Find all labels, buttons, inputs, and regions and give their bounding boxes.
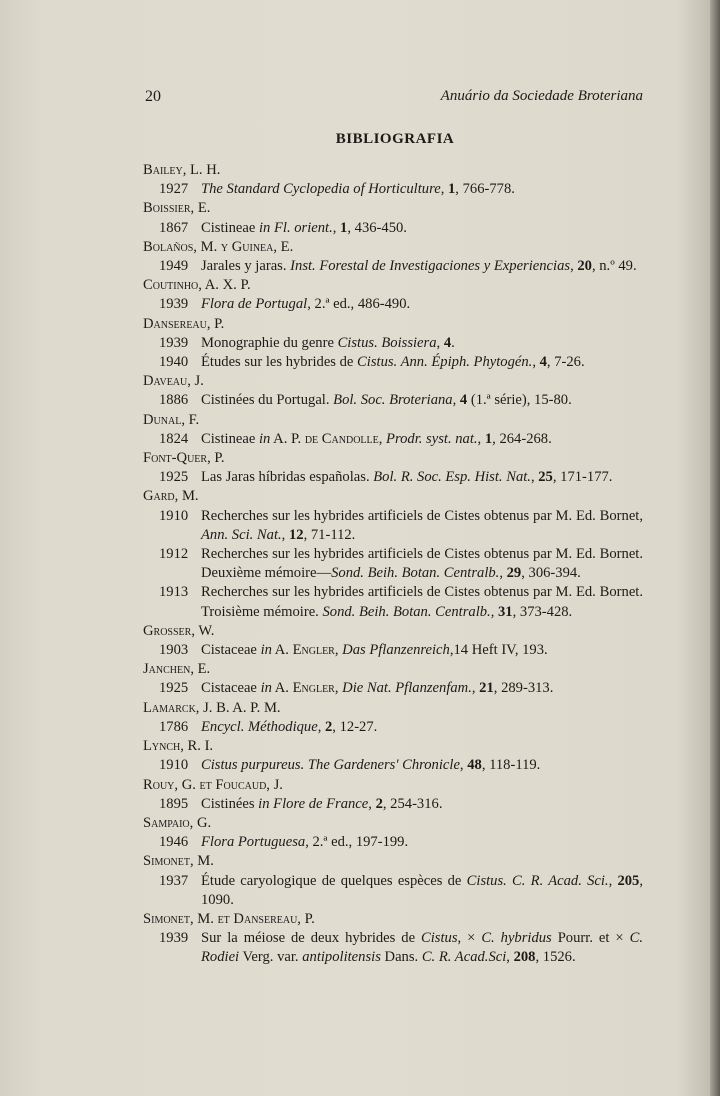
reference-fragment: Encycl. Méthodique [201, 718, 318, 735]
bibliography-author: Sampaio, G. [143, 814, 212, 831]
reference-fragment: Cistaceae [201, 642, 261, 659]
bibliography-entry [143, 718, 643, 737]
reference-fragment: 29 [506, 565, 522, 582]
entry-year: 1912 [159, 546, 189, 563]
reference-fragment: (1.ª série), 15-80. [467, 392, 572, 409]
reference-fragment: Cistus [421, 930, 458, 947]
reference-fragment: , [317, 718, 325, 735]
entry-reference [201, 391, 643, 410]
entry-year: 1927 [159, 181, 189, 198]
entry-year: 1925 [159, 469, 189, 486]
entry-reference [201, 756, 643, 775]
bibliography-author: Simonet, M. [143, 853, 214, 870]
reference-fragment: Étude caryologique de quelques espèces de [201, 872, 467, 889]
bibliography-entry [143, 545, 643, 583]
reference-fragment: de Candolle [304, 430, 379, 447]
reference-fragment: , [532, 354, 540, 371]
reference-fragment: Das Pflanzenreich [342, 642, 450, 659]
reference-fragment: Recherches sur les hybrides artificiels de Cistes obtenus par M. Ed. Bornet, [201, 507, 643, 524]
reference-fragment: Cistinées [201, 795, 259, 812]
reference-fragment: Flora de Portugal [201, 296, 308, 313]
entry-year: 1786 [159, 718, 189, 735]
bibliography-list [143, 161, 643, 968]
reference-fragment: 21 [479, 680, 494, 697]
bibliography-entry [143, 929, 643, 967]
section-title: BIBLIOGRAFIA [335, 131, 455, 147]
bibliography-author: Janchen, E. [143, 661, 211, 678]
reference-fragment: Cistus. Ann. Épiph. Phytogén. [357, 354, 533, 371]
reference-fragment: , [281, 526, 289, 543]
reference-fragment: , [570, 258, 578, 275]
reference-fragment: Jarales y jaras. [201, 258, 291, 275]
reference-fragment: 1 [484, 430, 493, 447]
reference-fragment: 31 [498, 603, 513, 620]
reference-fragment: 208 [513, 949, 536, 966]
reference-fragment: , [459, 757, 468, 774]
entry-reference [201, 353, 643, 372]
entry-reference [201, 334, 643, 353]
reference-fragment: , 2.ª ed., 197-199. [305, 834, 409, 851]
reference-fragment: in Flore de France [258, 795, 369, 812]
reference-fragment: . [451, 334, 455, 351]
entry-reference [201, 180, 643, 199]
entry-year: 1824 [159, 430, 189, 447]
entry-year: 1939 [159, 296, 189, 313]
reference-fragment: Verg. var. [239, 949, 303, 966]
bibliography-entry [143, 756, 643, 775]
entry-reference [201, 219, 643, 238]
reference-fragment: , 1090. [201, 872, 643, 908]
entry-year: 1910 [159, 757, 189, 774]
reference-fragment: in Fl. orient. [258, 219, 333, 236]
entry-year: 1910 [159, 507, 189, 524]
reference-fragment: A. P. [270, 430, 305, 447]
entry-year: 1939 [159, 930, 189, 947]
reference-fragment: 1 [340, 219, 348, 236]
bibliography-author: Boissier, E. [143, 200, 211, 217]
bibliography-author: Bolaños, M. y Guinea, E. [143, 238, 294, 255]
reference-fragment: 4 [539, 354, 547, 371]
entry-reference [201, 929, 643, 967]
reference-fragment: A. [271, 680, 293, 697]
reference-fragment: Bol. Soc. Broteriana [333, 392, 453, 409]
page-edge-shadow [710, 0, 720, 1096]
reference-fragment: The Standard Cyclopedia of Horticulture [201, 181, 441, 198]
entry-reference [201, 718, 643, 737]
reference-fragment: , [334, 642, 343, 659]
bibliography-entry [143, 679, 643, 698]
page-number: 20 [145, 88, 161, 105]
reference-fragment: , 7-26. [546, 354, 585, 371]
entry-reference [201, 833, 643, 852]
reference-fragment: , [332, 219, 341, 236]
reference-fragment: 4 [459, 392, 468, 409]
reference-fragment: , 373-428. [512, 603, 573, 620]
reference-fragment: , [490, 603, 498, 620]
reference-fragment: , [506, 949, 514, 966]
entry-year: 1895 [159, 795, 189, 812]
bibliography-author: Lynch, R. I. [143, 738, 214, 755]
bibliography-author: Font-Quer, P. [143, 450, 225, 467]
reference-fragment: Las Jaras híbridas españolas. [201, 469, 374, 486]
bibliography-entry [143, 430, 643, 449]
reference-fragment: A. [271, 642, 293, 659]
reference-fragment: , [477, 430, 485, 447]
bibliography-author: Dunal, F. [143, 411, 200, 428]
reference-fragment: , [334, 680, 343, 697]
entry-reference [201, 468, 643, 487]
reference-fragment: , × [457, 930, 482, 947]
entry-year: 1939 [159, 334, 189, 351]
running-title: Anuário da Sociedade Broteriana [440, 88, 643, 104]
reference-fragment: , 1526. [535, 949, 576, 966]
bibliography-entry [143, 257, 643, 276]
bibliography-entry [143, 583, 643, 621]
entry-reference [201, 641, 643, 660]
reference-fragment: Bol. R. Soc. Esp. Hist. Nat. [373, 469, 531, 486]
reference-fragment: C. Rodiei [201, 930, 643, 966]
reference-fragment: C. R. Acad.Sci [421, 949, 507, 966]
entry-reference [201, 545, 643, 583]
bibliography-author: Rouy, G. et Foucaud, J. [143, 776, 283, 793]
reference-fragment: 4 [443, 334, 452, 351]
reference-fragment: Dans. [380, 949, 422, 966]
bibliography-author: Gard, M. [143, 488, 199, 505]
entry-year: 1937 [159, 872, 189, 889]
reference-fragment: , [440, 181, 448, 198]
reference-fragment: , 436-450. [347, 219, 407, 236]
entry-reference [201, 257, 643, 276]
reference-fragment: Recherches sur les hybrides artificiels de Cistes obtenus par M. Ed. Bornet. Deuxième mémoire— [201, 546, 643, 582]
reference-fragment: , [530, 469, 539, 486]
entry-reference [201, 795, 643, 814]
reference-fragment: Cistus purpureus. The Gardeners' Chronicle [201, 757, 460, 774]
reference-fragment: Prodr. syst. nat. [386, 430, 478, 447]
reference-fragment: , 118-119. [481, 757, 541, 774]
reference-fragment: Cistus. Boissiera [337, 334, 437, 351]
reference-fragment: , [436, 334, 444, 351]
reference-fragment: , [608, 872, 618, 889]
bibliography-entry [143, 334, 643, 353]
reference-fragment: 1 [448, 181, 456, 198]
bibliography-entry [143, 833, 643, 852]
entry-year: 1913 [159, 584, 189, 601]
bibliography-author: Lamarck, J. B. A. P. M. [143, 699, 281, 716]
reference-fragment: , 289-313. [493, 680, 554, 697]
entry-year: 1867 [159, 219, 189, 236]
reference-fragment: , 264-268. [492, 430, 552, 447]
entry-year: 1949 [159, 258, 189, 275]
reference-fragment: , 171-177. [552, 469, 613, 486]
reference-fragment: , 766-778. [455, 181, 515, 198]
reference-fragment: 20 [577, 258, 592, 275]
entry-year: 1925 [159, 680, 189, 697]
reference-fragment: Études sur les hybrides de [201, 354, 358, 371]
reference-fragment: 25 [538, 469, 553, 486]
reference-fragment: Cistinées du Portugal. [201, 392, 334, 409]
reference-fragment: Ann. Sci. Nat. [201, 526, 282, 543]
reference-fragment: , [452, 392, 460, 409]
reference-fragment: Cistineae [201, 219, 259, 236]
reference-fragment: , [471, 680, 480, 697]
reference-fragment: 48 [467, 757, 482, 774]
reference-fragment: Engler [292, 680, 335, 697]
reference-fragment: Monographie du genre [201, 334, 338, 351]
reference-fragment: Sond. Beih. Botan. Centralb. [322, 603, 491, 620]
reference-fragment: , 2.ª ed., 486-490. [307, 296, 411, 313]
reference-fragment: , 306-394. [521, 565, 581, 582]
reference-fragment: , 12-27. [332, 718, 378, 735]
entry-reference [201, 679, 643, 698]
bibliography-author: Dansereau, P. [143, 315, 225, 332]
entry-year: 1886 [159, 392, 189, 409]
bibliography-author: Simonet, M. et Dansereau, P. [143, 910, 315, 927]
reference-fragment: Sond. Beih. Botan. Centralb. [331, 565, 500, 582]
entry-year: 1946 [159, 834, 189, 851]
reference-fragment: , 254-316. [382, 795, 443, 812]
entry-year: 1903 [159, 642, 189, 659]
reference-fragment: in [260, 642, 272, 659]
bibliography-entry [143, 795, 643, 814]
reference-fragment: , 71-112. [303, 526, 356, 543]
reference-fragment: 2 [375, 795, 383, 812]
reference-fragment: Cistaceae [201, 680, 261, 697]
bibliography-author: Coutinho, A. X. P. [143, 277, 251, 294]
reference-fragment: Recherches sur les hybrides artificiels de Cistes obtenus par M. Ed. Bornet. Troisième mémoire. [201, 584, 643, 620]
reference-fragment: C. hybridus [481, 930, 552, 947]
reference-fragment: 205 [617, 872, 640, 889]
reference-fragment: Engler [292, 642, 335, 659]
reference-fragment: , [378, 430, 387, 447]
bibliography-author: Daveau, J. [143, 373, 204, 390]
bibliography-entry [143, 641, 643, 660]
reference-fragment: Sur la méiose de deux hybrides de [201, 930, 422, 947]
bibliography-entry [143, 468, 643, 487]
bibliography-author: Bailey, L. H. [143, 162, 221, 178]
bibliography-entry [143, 872, 643, 910]
entry-reference [201, 430, 643, 449]
entry-reference [201, 295, 643, 314]
bibliography-entry [143, 391, 643, 410]
reference-fragment: Inst. Forestal de Investigaciones y Experiencias [290, 258, 571, 275]
entry-reference [201, 583, 643, 621]
reference-fragment: , n.º 49. [591, 258, 637, 275]
entry-reference [201, 872, 643, 910]
bibliography-entry [143, 180, 643, 199]
reference-fragment: , [368, 795, 376, 812]
bibliography-author: Grosser, W. [143, 622, 215, 639]
bibliography-entry [143, 507, 643, 545]
reference-fragment: ,14 Heft IV, 193. [449, 642, 548, 659]
reference-fragment: Cistus. C. R. Acad. Sci. [466, 872, 609, 889]
bibliography-entry [143, 219, 643, 238]
reference-fragment: 12 [288, 526, 304, 543]
entry-year: 1940 [159, 354, 189, 371]
reference-fragment: in [258, 430, 271, 447]
reference-fragment: Cistineae [201, 430, 259, 447]
reference-fragment: Flora Portuguesa [201, 834, 306, 851]
bibliography-entry [143, 353, 643, 372]
bibliography-entry [143, 295, 643, 314]
reference-fragment: Die Nat. Pflanzenfam. [342, 680, 472, 697]
reference-fragment: Pourr. et × [551, 930, 630, 947]
reference-fragment: , [499, 565, 507, 582]
reference-fragment: in [260, 680, 272, 697]
entry-reference [201, 507, 643, 545]
reference-fragment: 2 [325, 718, 333, 735]
reference-fragment: antipolitensis [302, 949, 381, 966]
